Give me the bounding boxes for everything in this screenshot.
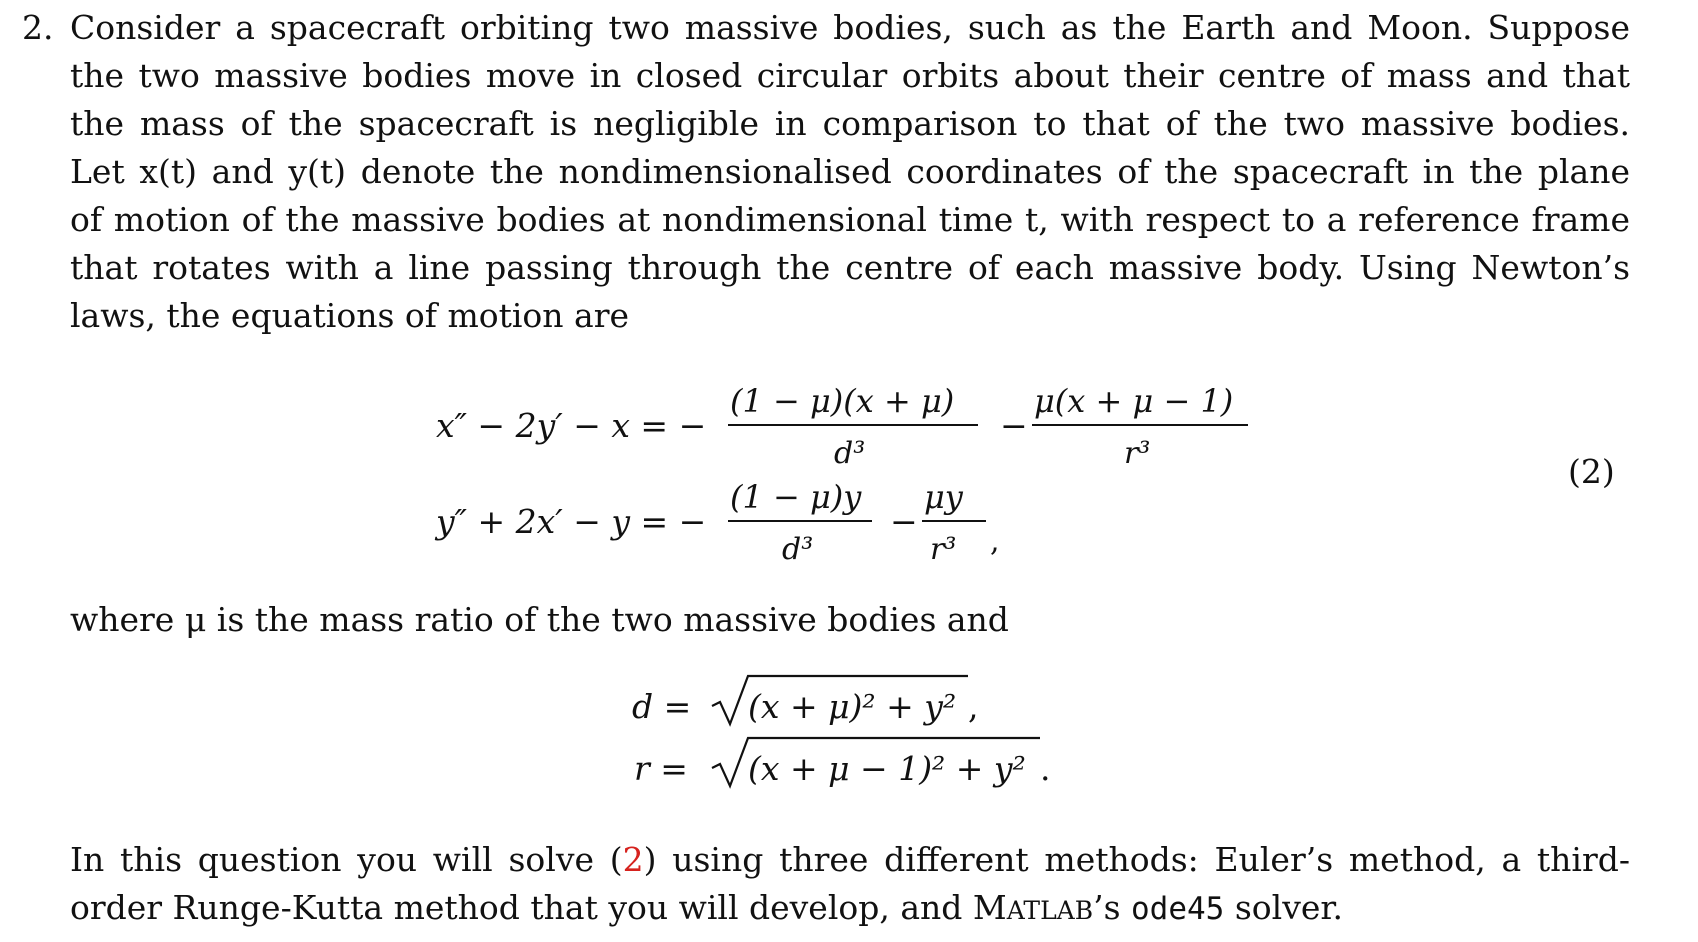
eq1-frac2-numerator: μ(x + μ − 1) [1034,382,1234,420]
eq1-minus: − [1000,406,1028,445]
closing-line-2 [70,884,1630,935]
eq2-frac2-numerator: μy [924,478,963,516]
def-d-trailing-comma: , [968,687,979,726]
closing-paragraph [70,836,1630,935]
eq2-frac1-numerator: (1 − μ)y [730,478,862,516]
ode45-code: ode45 [1131,891,1225,927]
equation-label: (2) [1568,452,1615,491]
intro-line: that rotates with a line passing through the centre of each massive body. Using Newton’s [70,248,1630,287]
eq1-frac2-denominator: r³ [1124,436,1151,471]
closing-line-1-end: ) using three different methods: Euler’s method, a third- [643,840,1630,879]
def-d-lhs: d = [632,687,692,726]
intro-line: laws, the equations of motion are [70,296,630,335]
definition-r [634,738,1051,788]
def-d-radicand: (x + μ)² + y² [748,687,957,726]
closing-line-1 [70,836,1630,884]
question-number: 2. [22,8,54,47]
intro-line: the two massive bodies move in closed circular orbits about their centre of mass and that [70,56,1630,95]
intro-line: Let x(t) and y(t) denote the nondimensionalised coordinates of the spacecraft in the plane [70,152,1630,191]
def-r-trailing-period: . [1040,749,1051,788]
eq2-frac1-denominator: d³ [782,532,814,567]
definition-d [632,676,979,726]
eq2-frac2-denominator: r³ [930,532,957,567]
closing-line-1-start: In this question you will solve ( [70,840,623,879]
eq1-frac1-denominator: d³ [834,436,866,471]
matlab-initial: M [972,888,1007,927]
intro-line: the mass of the spacecraft is negligible in comparison to that of the two massive bodies. [70,104,1630,143]
where-line: where μ is the mass ratio of the two massive bodies and [70,600,1009,639]
matlab-name [973,888,1093,927]
closing-line-2-end: solver. [1224,888,1344,927]
eq2-minus: − [890,502,918,541]
eq2-lhs: y″ + 2x′ − y = − [436,502,707,541]
closing-line-2-start: order Runge-Kutta method that you will develop, and [70,888,973,927]
where-paragraph [70,596,1630,644]
eq1-frac1-numerator: (1 − μ)(x + μ) [730,382,955,420]
intro-line: of motion of the massive bodies at nondimensional time t, with respect to a reference frame [70,200,1630,239]
matlab-smallcaps: ATLAB [1006,896,1094,925]
eq2-trailing-comma: , [990,524,1000,559]
equation-1 [436,382,1248,471]
equation-reference-link[interactable]: 2 [622,840,644,879]
closing-line-2-possessive: ’s [1093,888,1132,927]
equation-2 [434,478,1000,567]
intro-line: Consider a spacecraft orbiting two massive bodies, such as the Earth and Moon. Suppose [70,8,1630,47]
def-r-radicand: (x + μ − 1)² + y² [748,749,1026,788]
def-r-lhs: r = [634,749,688,788]
eq1-lhs: x″ − 2y′ − x = − [436,406,707,445]
